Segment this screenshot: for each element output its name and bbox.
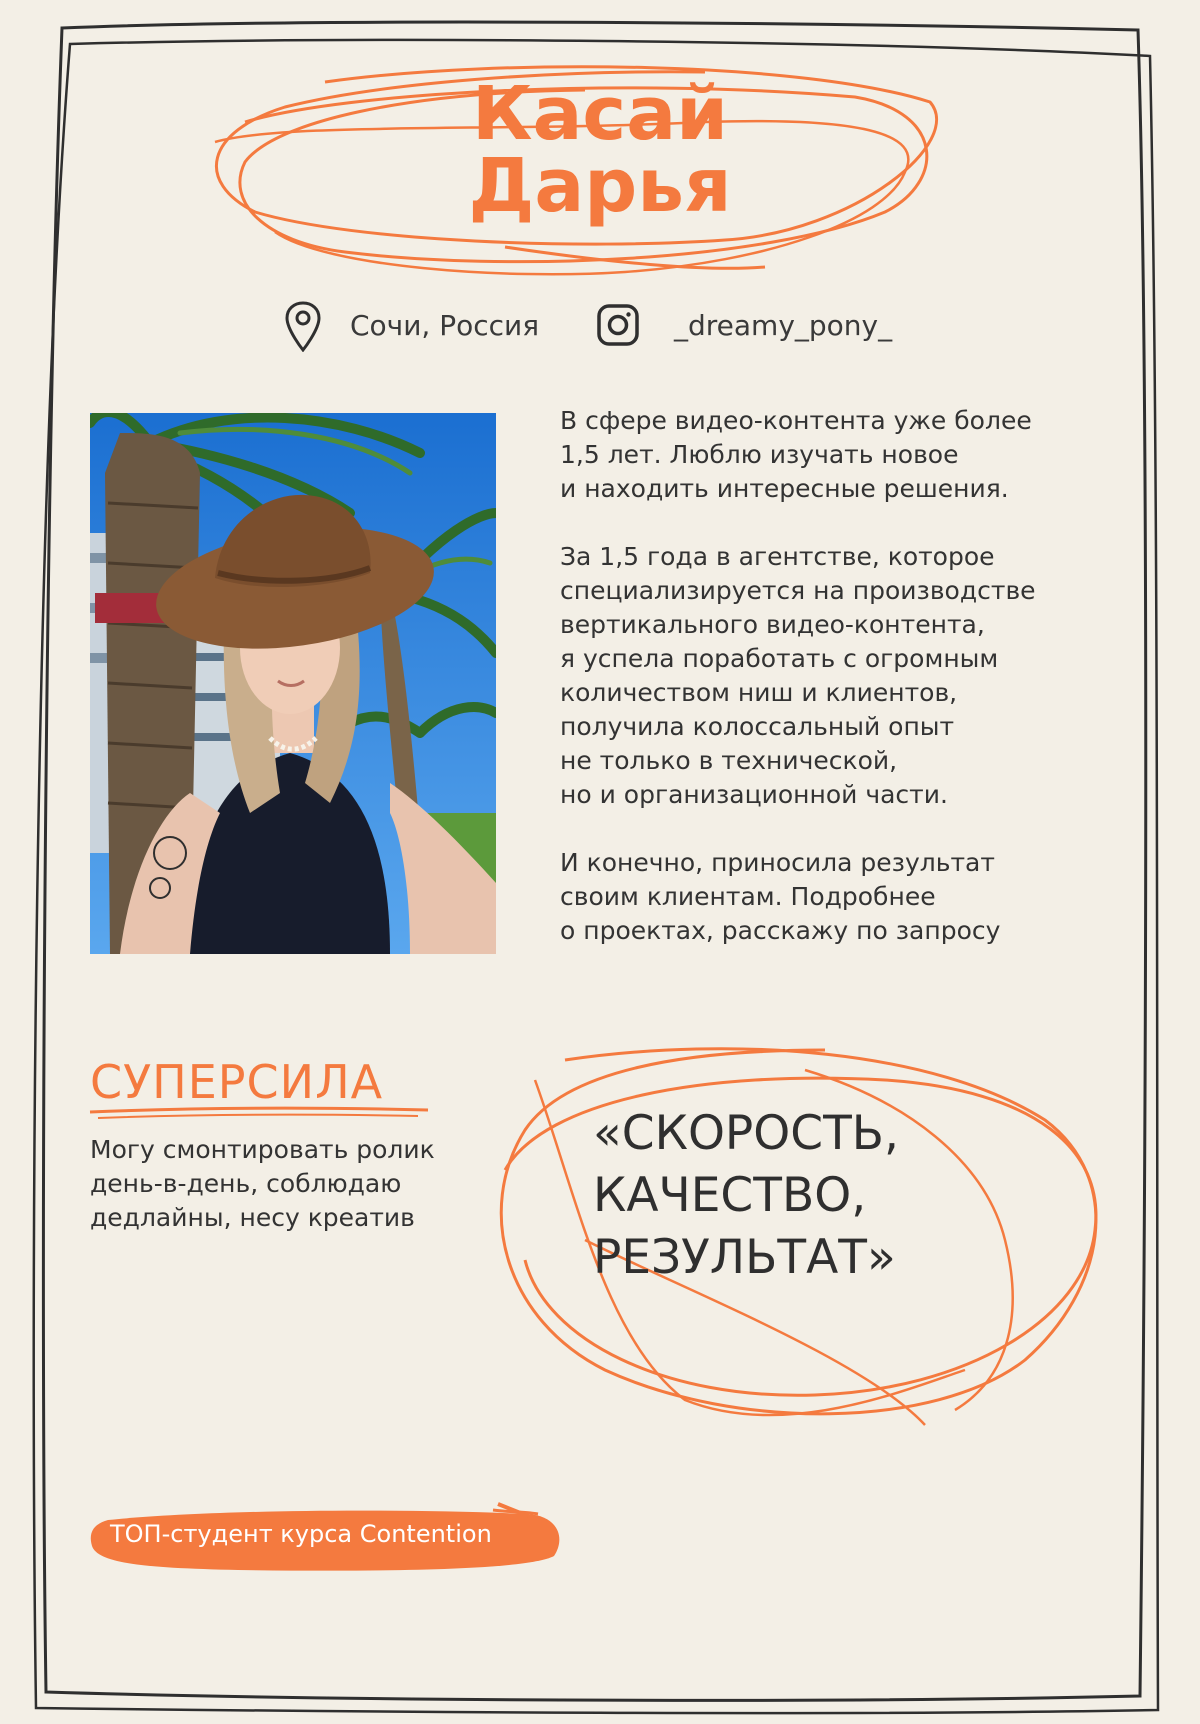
location-pin-icon — [283, 300, 323, 352]
superpower-text: Могу смонтировать ролик день-в-день, соблюдаю дедлайны, несу креатив — [90, 1135, 435, 1232]
superpower-underline — [88, 1104, 433, 1124]
bio-text — [560, 404, 1080, 982]
profile-photo — [90, 413, 496, 954]
motto-line-1: «СКОРОСТЬ, — [593, 1106, 899, 1161]
bio-paragraph-2: За 1,5 года в агентстве, которое специализируется на производстве вертикального видео-контента, я успела поработать с огромным количеством ниш и клиентов, получила колоссальный опыт не только в технической, но и организационной части. — [560, 542, 1036, 809]
top-student-badge — [88, 1498, 568, 1578]
motto-quote — [593, 1103, 953, 1289]
badge-text: ТОП-студент курса Contention — [110, 1520, 492, 1548]
bio-paragraph-3: И конечно, приносила результат своим клиентам. Подробнее о проектах, расскажу по запросу — [560, 848, 1001, 945]
motto-line-3: РЕЗУЛЬТАТ» — [593, 1230, 896, 1285]
contacts-row — [0, 300, 1200, 360]
name-heading — [320, 71, 880, 229]
instagram-icon — [596, 303, 640, 347]
superpower-title: СУПЕРСИЛА — [90, 1055, 384, 1109]
location-text: Сочи, Россия — [350, 309, 540, 342]
bio-paragraph-1: В сфере видео-контента уже более 1,5 лет. Люблю изучать новое и находить интересные решения. — [560, 406, 1032, 503]
instagram-handle[interactable]: _dreamy_pony_ — [674, 309, 893, 342]
motto-line-2: КАЧЕСТВО, — [593, 1168, 867, 1223]
last-name: Дарья — [468, 143, 732, 229]
first-name: Касай — [471, 71, 729, 157]
